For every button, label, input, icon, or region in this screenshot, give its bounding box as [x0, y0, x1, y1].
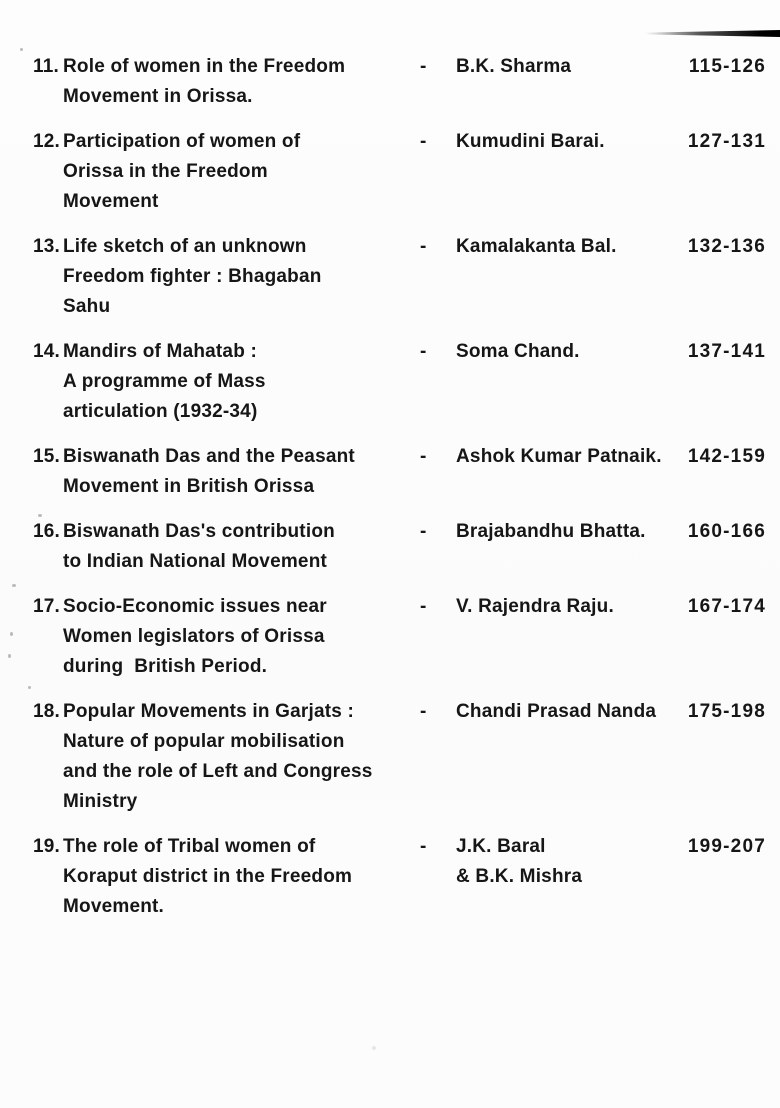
entry-author — [456, 337, 580, 367]
entry-number: 17. — [33, 596, 61, 617]
entry-author — [456, 232, 617, 262]
toc-entry — [0, 517, 780, 577]
entry-number: 13. — [33, 236, 61, 257]
toc-entry — [0, 232, 780, 322]
entry-author — [456, 127, 605, 157]
entry-title-line: Ministry — [63, 791, 138, 812]
entry-title-line: Movement — [63, 191, 159, 212]
toc-entry — [0, 337, 780, 427]
entry-author — [456, 592, 614, 622]
entry-author — [456, 517, 646, 547]
entry-author — [456, 697, 656, 727]
separator-dash: - — [420, 341, 427, 362]
entry-page-range: 199-207 — [687, 836, 766, 857]
toc-entry — [0, 442, 780, 502]
entry-author-line: Brajabandhu Bhatta. — [456, 521, 646, 542]
entry-title — [63, 232, 420, 322]
entry-author — [456, 832, 582, 892]
entry-page-range: 132-136 — [687, 236, 766, 257]
entry-title — [63, 52, 420, 112]
entry-title-line: The role of Tribal women of — [63, 836, 316, 857]
entry-title — [63, 517, 420, 577]
toc-entry — [0, 592, 780, 682]
entry-author-line: Chandi Prasad Nanda — [456, 701, 657, 722]
entry-title-line: Participation of women of — [63, 131, 301, 152]
entry-title — [63, 592, 420, 682]
entry-title-line: Socio-Economic issues near — [63, 596, 327, 617]
entry-page-range: 115-126 — [688, 56, 766, 77]
entry-title-line: Movement. — [63, 896, 165, 917]
entry-page-range: 142-159 — [687, 446, 766, 467]
separator-dash: - — [420, 56, 427, 77]
entry-page-range: 160-166 — [687, 521, 766, 542]
entry-page-range: 137-141 — [687, 341, 766, 362]
entry-title-line: Popular Movements in Garjats : — [63, 701, 355, 722]
toc-entry — [0, 127, 780, 217]
toc-entry — [0, 697, 780, 817]
entry-author-line: Ashok Kumar Patnaik. — [456, 446, 662, 467]
toc-entry — [0, 52, 780, 112]
entry-author-line: V. Rajendra Raju. — [456, 596, 614, 617]
toc-entry — [0, 832, 780, 922]
entry-number: 19. — [33, 836, 61, 857]
entry-title-line: Biswanath Das's contribution — [63, 521, 335, 542]
entry-title — [63, 697, 420, 817]
entry-title — [63, 127, 420, 217]
separator-dash: - — [420, 446, 427, 467]
entry-author-line: & B.K. Mishra — [456, 866, 583, 887]
entry-title-line: Biswanath Das and the Peasant — [63, 446, 355, 467]
entry-title — [63, 442, 420, 502]
entry-author-line: Soma Chand. — [456, 341, 580, 362]
entry-number: 12. — [33, 131, 61, 152]
entry-title-line: Nature of popular mobilisation — [63, 731, 345, 752]
entry-number: 14. — [33, 341, 61, 362]
separator-dash: - — [420, 236, 427, 257]
entry-number: 16. — [33, 521, 61, 542]
entry-author-line: Kamalakanta Bal. — [456, 236, 617, 257]
entry-title-line: articulation (1932-34) — [63, 401, 258, 422]
separator-dash: - — [420, 836, 427, 857]
entry-number: 15. — [33, 446, 61, 467]
separator-dash: - — [420, 701, 427, 722]
entry-page-range: 127-131 — [687, 131, 766, 152]
entry-number: 18. — [33, 701, 61, 722]
entry-title-line: A programme of Mass — [63, 371, 266, 392]
entry-title — [63, 832, 420, 922]
entry-title-line: Orissa in the Freedom — [63, 161, 268, 182]
entry-title-line: Women legislators of Orissa — [63, 626, 325, 647]
entry-author — [456, 442, 662, 472]
entry-title-line: Role of women in the Freedom — [63, 56, 346, 77]
entry-title-line: Movement in British Orissa — [63, 476, 315, 497]
entry-title-line: Koraput district in the Freedom — [63, 866, 353, 887]
entry-page-range: 175-198 — [687, 701, 766, 722]
entry-title — [63, 337, 420, 427]
separator-dash: - — [420, 596, 427, 617]
entry-author-line: B.K. Sharma — [456, 56, 572, 77]
entry-author-line: J.K. Baral — [456, 836, 546, 857]
separator-dash: - — [420, 131, 427, 152]
entry-title-line: to Indian National Movement — [63, 551, 328, 572]
entry-title-line: Life sketch of an unknown — [63, 236, 307, 257]
entry-title-line: Mandirs of Mahatab : — [63, 341, 258, 362]
entry-number: 11. — [33, 56, 59, 77]
entry-title-line: Movement in Orissa. — [63, 86, 253, 107]
entry-author-line: Kumudini Barai. — [456, 131, 605, 152]
entry-title-line: and the role of Left and Congress — [63, 761, 373, 782]
entry-title-line: during British Period. — [63, 656, 268, 677]
entry-page-range: 167-174 — [687, 596, 766, 617]
entry-title-line: Freedom fighter : Bhagaban — [63, 266, 322, 287]
separator-dash: - — [420, 521, 427, 542]
entry-title-line: Sahu — [63, 296, 111, 317]
entry-author — [456, 52, 571, 82]
scan-speckle — [372, 1046, 376, 1050]
